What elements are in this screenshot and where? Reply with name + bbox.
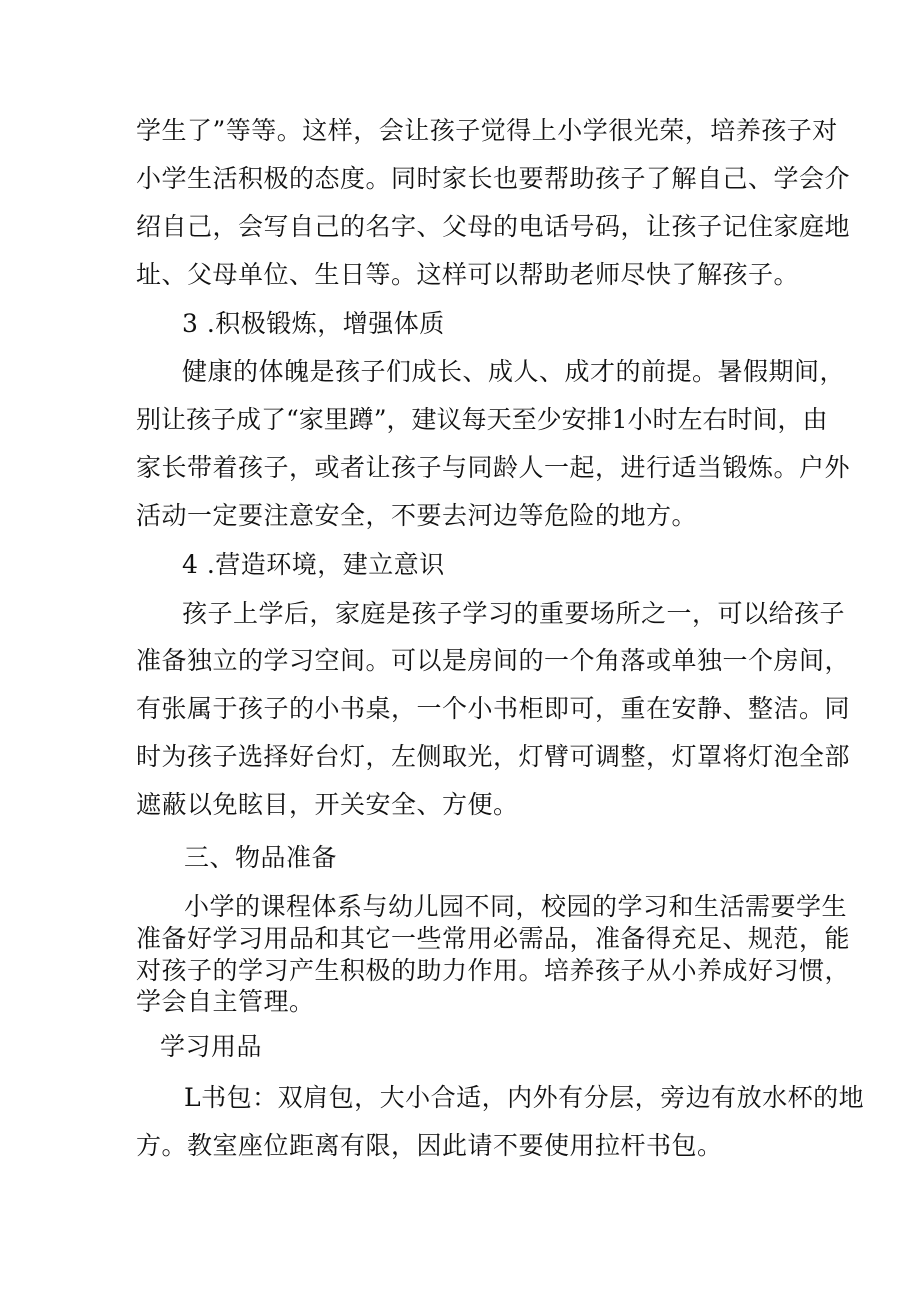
heading-3: 3 .积极锻炼，增强体质 — [182, 309, 445, 338]
paragraph-line: 准备好学习用品和其它一些常用必需品，准备得充足、规范，能 — [136, 924, 851, 953]
paragraph-line: 址、父母单位、生日等。这样可以帮助老师尽快了解孩子。 — [136, 260, 800, 289]
paragraph-line: 对孩子的学习产生积极的助力作用。培养孩子从小养成好习惯， — [136, 956, 851, 985]
paragraph-line: L书包：双肩包，大小合适，内外有分层，旁边有放水杯的地 — [184, 1083, 865, 1112]
paragraph-line: 小学的课程体系与幼儿园不同，校园的学习和生活需要学生 — [184, 892, 848, 921]
section-heading: 三、物品准备 — [184, 843, 338, 872]
paragraph-line: 绍自己，会写自己的名字、父母的电话号码，让孩子记住家庭地 — [136, 212, 851, 241]
paragraph-line: 家长带着孩子，或者让孩子与同龄人一起，进行适当锻炼。户外 — [136, 453, 851, 482]
paragraph-line: 时为孩子选择好台灯，左侧取光，灯臂可调整，灯罩将灯泡全部 — [136, 742, 851, 771]
subsection-heading: 学习用品 — [160, 1032, 263, 1061]
paragraph-line: 学生了”等等。这样，会让孩子觉得上小学很光荣，培养孩子对 — [136, 116, 838, 145]
paragraph-line: 小学生活积极的态度。同时家长也要帮助孩子了解自己、学会介 — [136, 164, 851, 193]
paragraph-line: 遮蔽以免眩目，开关安全、方便。 — [136, 790, 519, 819]
paragraph-line: 孩子上学后，家庭是孩子学习的重要场所之一，可以给孩子 — [182, 599, 846, 628]
paragraph-line: 别让孩子成了“家里蹲”，建议每天至少安排1小时左右时间，由 — [136, 405, 828, 434]
paragraph-line: 有张属于孩子的小书桌，一个小书柜即可，重在安静、整洁。同 — [136, 694, 851, 723]
paragraph-line: 健康的体魄是孩子们成长、成人、成才的前提。暑假期间， — [182, 357, 846, 386]
paragraph-line: 准备独立的学习空间。可以是房间的一个角落或单独一个房间， — [136, 646, 851, 675]
heading-4: 4 .营造环境，建立意识 — [182, 550, 445, 579]
paragraph-line: 方。教室座位距离有限，因此请不要使用拉杆书包。 — [136, 1131, 723, 1160]
paragraph-line: 学会自主管理。 — [136, 987, 315, 1016]
paragraph-line: 活动一定要注意安全，不要去河边等危险的地方。 — [136, 501, 698, 530]
